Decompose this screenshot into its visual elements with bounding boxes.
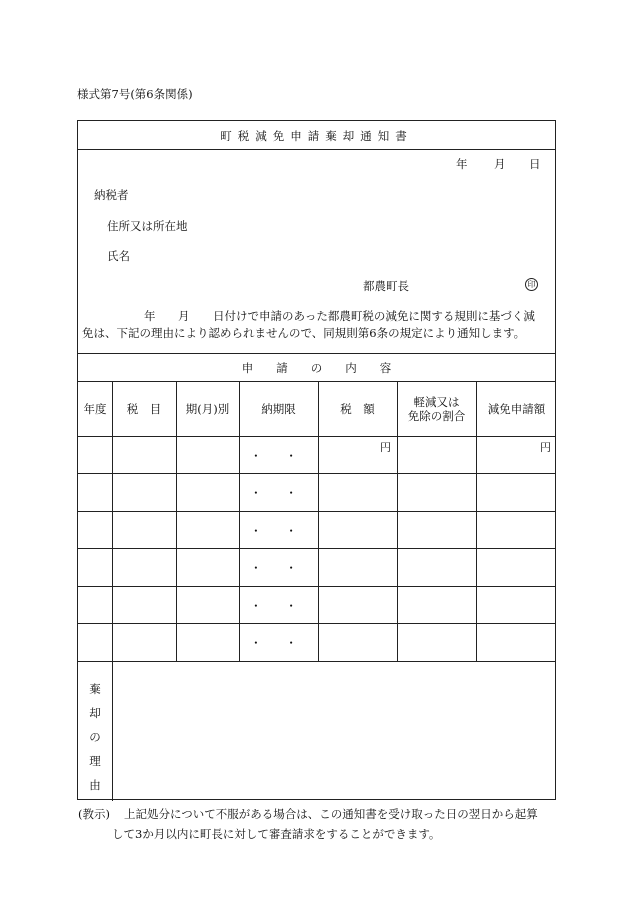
due-date-placeholder: ・ ・: [250, 599, 307, 613]
instruction-label: (教示): [78, 807, 110, 821]
instruction-line2: して3か月以内に町長に対して審査請求をすることができます。: [112, 827, 441, 841]
column-divider: [176, 381, 177, 661]
column-divider: [112, 381, 113, 661]
divider: [78, 149, 555, 150]
date-year: 年: [456, 157, 468, 171]
divider: [78, 436, 555, 437]
date-month: 月: [494, 157, 506, 171]
column-divider: [239, 381, 240, 661]
tax-amount-unit: 円: [380, 441, 391, 454]
header-tax-amount: 税 額: [340, 401, 375, 416]
column-divider: [112, 661, 113, 801]
due-date-placeholder: ・ ・: [250, 486, 307, 500]
seal-icon: 印: [525, 278, 538, 291]
divider: [78, 586, 555, 587]
header-period: 期(月)別: [185, 401, 230, 416]
issuer-name: 都農町長: [363, 279, 409, 293]
notice-form: [77, 120, 556, 800]
divider: [78, 623, 555, 624]
address-label: 住所又は所在地: [107, 219, 188, 233]
requested-amount-unit: 円: [540, 441, 551, 454]
body-line2: 免は、下記の理由により認められませんので、同規則第6条の規定により通知します。: [82, 326, 526, 340]
form-title: 町税減免申請棄却通知書: [220, 129, 413, 143]
header-tax-item: 税 目: [126, 401, 162, 416]
divider: [78, 353, 555, 354]
date-day: 日: [529, 157, 541, 171]
body-year: 年: [144, 309, 156, 323]
column-divider: [476, 381, 477, 661]
section-title: 申 請 の 内 容: [241, 361, 392, 375]
due-date-placeholder: ・ ・: [250, 636, 307, 650]
divider: [78, 473, 555, 474]
form-number: 様式第7号(第6条関係): [77, 87, 193, 101]
divider: [78, 511, 555, 512]
divider: [78, 661, 555, 662]
header-due-date: 納期限: [261, 401, 296, 416]
body-line1: 日付けで申請のあった都農町税の減免に関する規則に基づく減: [213, 309, 535, 323]
name-label: 氏名: [107, 249, 130, 263]
column-divider: [318, 381, 319, 661]
due-date-placeholder: ・ ・: [250, 524, 307, 538]
header-reduction-ratio: 軽減又は 免除の割合: [407, 394, 466, 423]
column-divider: [397, 381, 398, 661]
due-date-placeholder: ・ ・: [250, 449, 307, 463]
taxpayer-label: 納税者: [94, 188, 129, 202]
body-month: 月: [178, 309, 190, 323]
due-date-placeholder: ・ ・: [250, 561, 307, 575]
divider: [78, 548, 555, 549]
reason-label: 棄 却 の 理 由: [89, 682, 101, 792]
header-year: 年度: [83, 401, 107, 416]
instruction-line1: 上記処分について不服がある場合は、この通知書を受け取った日の翌日から起算: [124, 807, 538, 821]
header-requested-amount: 減免申請額: [487, 401, 546, 416]
